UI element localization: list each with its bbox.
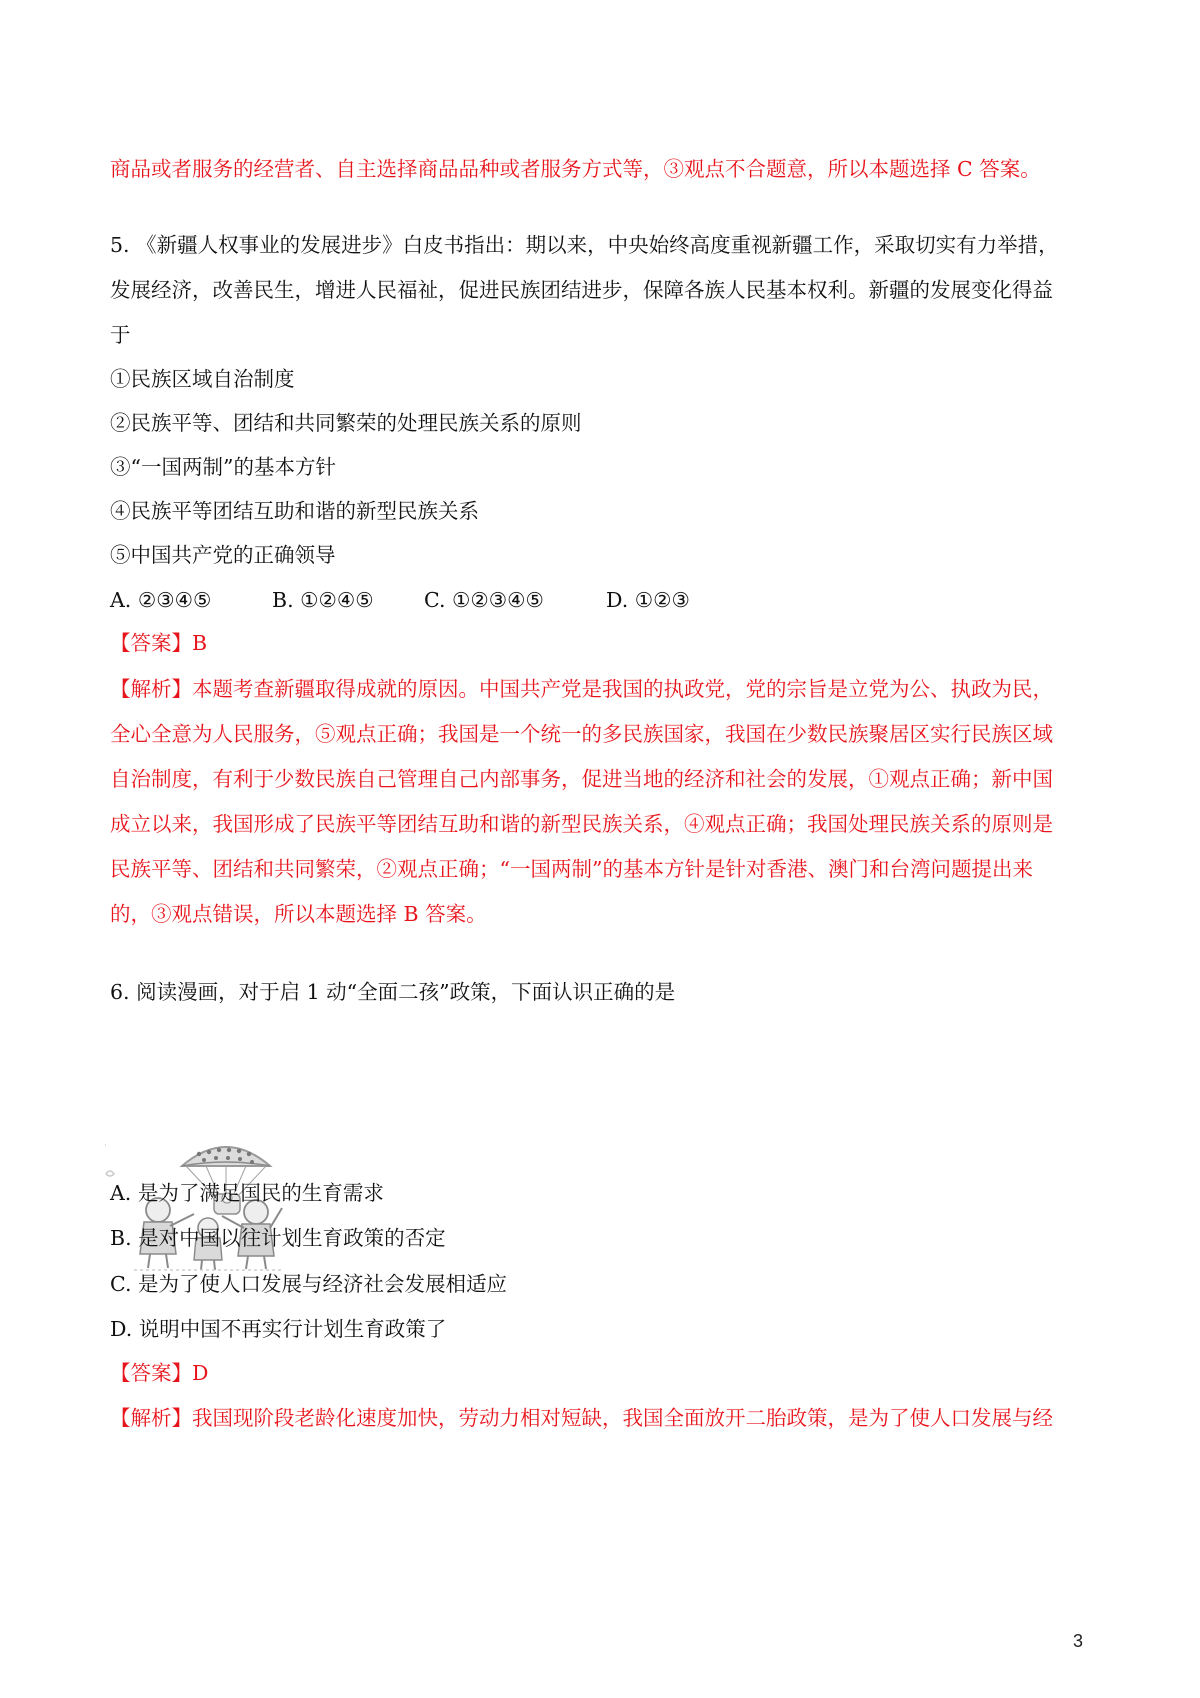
q5-analysis-text-1: 本题考查新疆取得成就的原因。中国共产党是我国的执政党，党的宗旨是立党为公、执政为民， xyxy=(192,677,1053,701)
q5-stem-line-2: 发展经济，改善民生，增进人民福祉，促进民族团结进步，保障各族人民基本权利。新疆的发展变化得益 xyxy=(110,278,1053,302)
q5-analysis-line-2: 全心全意为人民服务，⑤观点正确；我国是一个统一的多民族国家，我国在少数民族聚居区实行民族区域 xyxy=(110,722,1053,746)
q5-statement-1: ①民族区域自治制度 xyxy=(110,367,295,391)
q5-analysis-line-1 xyxy=(110,674,1053,704)
q5-choice-b: B. ①②④⑤ xyxy=(272,588,374,612)
q5-analysis-tag: 【解析】 xyxy=(110,677,192,701)
q5-analysis-line-6: 的，③观点错误，所以本题选择 B 答案。 xyxy=(110,902,487,926)
prev-analysis-continuation: 商品或者服务的经营者、自主选择商品品种或者服务方式等，③观点不合题意，所以本题选择 C 答案。 xyxy=(110,157,1041,181)
q5-analysis-line-5: 民族平等、团结和共同繁荣，②观点正确；“一国两制”的基本方针是针对香港、澳门和台湾问题提出来 xyxy=(110,857,1033,881)
q6-answer xyxy=(110,1358,208,1388)
q5-stem-line-3: 于 xyxy=(110,323,131,347)
q5-statement-2: ②民族平等、团结和共同繁荣的处理民族关系的原则 xyxy=(110,411,582,435)
q6-choice-d: D. 说明中国不再实行计划生育政策了 xyxy=(110,1317,447,1341)
q5-analysis-line-4: 成立以来，我国形成了民族平等团结互助和谐的新型民族关系，④观点正确；我国处理民族关系的原则是 xyxy=(110,812,1053,836)
q6-choice-c: C. 是为了使人口发展与经济社会发展相适应 xyxy=(110,1272,507,1296)
q5-answer-tag: 【答案】 xyxy=(110,631,192,655)
q5-statement-3: ③“一国两制”的基本方针 xyxy=(110,455,336,479)
q5-stem-line-1: 5. 《新疆人权事业的发展进步》白皮书指出：期以来，中央始终高度重视新疆工作，采取切实有力举措， xyxy=(110,233,1059,257)
q5-choice-d: D. ①②③ xyxy=(606,588,690,612)
q6-answer-value: D xyxy=(192,1361,209,1385)
q5-statement-5: ⑤中国共产党的正确领导 xyxy=(110,543,336,567)
q5-choices xyxy=(110,585,690,615)
q6-choice-b: B. 是对中国以往计划生育政策的否定 xyxy=(110,1226,446,1250)
q6-stem: 6. 阅读漫画，对于启 1 动“全面二孩”政策，下面认识正确的是 xyxy=(110,980,676,1004)
q5-analysis-line-3: 自治制度，有利于少数民族自己管理自己内部事务，促进当地的经济和社会的发展，①观点正确；新中国 xyxy=(110,767,1053,791)
q5-answer xyxy=(110,628,207,658)
q5-statement-4: ④民族平等团结互助和谐的新型民族关系 xyxy=(110,499,479,523)
q6-answer-tag: 【答案】 xyxy=(110,1361,192,1385)
q6-analysis-line-1 xyxy=(110,1403,1053,1433)
q6-analysis-tag: 【解析】 xyxy=(110,1406,192,1430)
q6-analysis-text: 我国现阶段老龄化速度加快，劳动力相对短缺，我国全面放开二胎政策，是为了使人口发展与经 xyxy=(192,1406,1053,1430)
page-number: 3 xyxy=(1073,1631,1084,1651)
q5-choice-a: A. ②③④⑤ xyxy=(110,588,212,612)
q5-answer-value: B xyxy=(192,631,208,655)
q5-choice-c: C. ①②③④⑤ xyxy=(424,588,544,612)
cartoon-faint-mark-1: · xyxy=(104,1141,107,1151)
q6-choice-a: A. 是为了满足国民的生育需求 xyxy=(110,1181,384,1205)
